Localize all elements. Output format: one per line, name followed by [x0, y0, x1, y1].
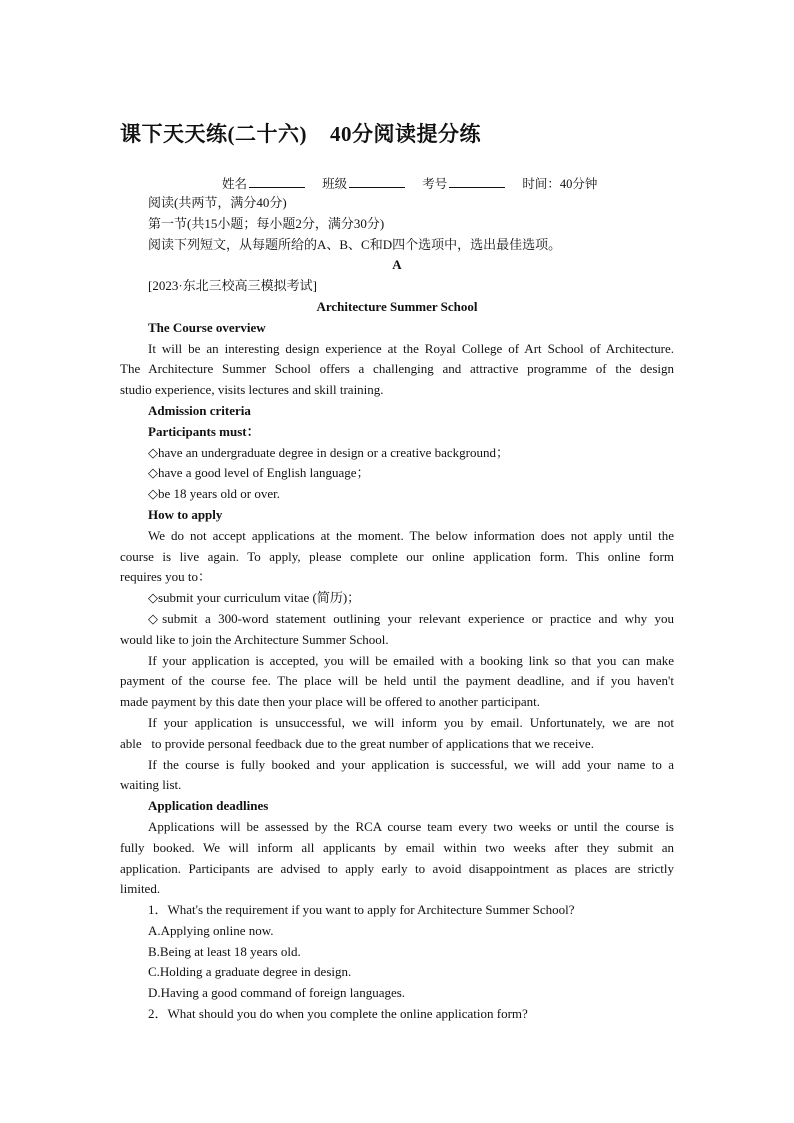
- name-label: 姓名: [222, 177, 248, 191]
- unsuccessful-line-2: able to provide personal feedback due to the great number of applications that we receive.: [120, 735, 594, 751]
- apply-line-3: requires you to：: [120, 569, 211, 585]
- number-blank: [449, 175, 505, 188]
- criteria-item: ◇have a good level of English language；: [148, 465, 370, 481]
- accepted-line-1: If your application is accepted, you will be emailed with a booking link so that you can make: [148, 652, 674, 668]
- passage-title: Architecture Summer School: [316, 298, 478, 314]
- apply-line-2: course is live again. To apply, please complete our online application form. This online form: [120, 548, 674, 564]
- intro-line-2: 第一节(共15小题；每小题2分，满分30分): [148, 215, 385, 231]
- intro-line-1: 阅读(共两节，满分40分): [148, 195, 287, 210]
- participants-heading: Participants must：: [148, 423, 260, 439]
- admission-heading: Admission criteria: [148, 402, 251, 418]
- question-1-option-a: A.Applying online now.: [148, 922, 274, 938]
- question-1-option-c: C.Holding a graduate degree in design.: [148, 964, 352, 980]
- overview-line-2: The Architecture Summer School offers a challenging and attractive programme of the design: [120, 361, 674, 377]
- class-label: 班级: [322, 177, 348, 191]
- student-info-line: [222, 174, 599, 192]
- overview-line-3: studio experience, visits lectures and skill training.: [120, 382, 384, 398]
- question-2-stem: 2．What should you do when you complete the online application form?: [148, 1006, 528, 1022]
- section-letter: A: [392, 257, 402, 273]
- booked-line-2: waiting list.: [120, 777, 182, 793]
- deadlines-line-1: Applications will be assessed by the RCA course team every two weeks or until the course is: [148, 818, 674, 834]
- accepted-line-3: made payment by this date then your place will be offered to another participant.: [120, 694, 540, 710]
- question-1-option-b: B.Being at least 18 years old.: [148, 943, 301, 959]
- source-note: [2023·东北三校高三模拟考试]: [148, 278, 317, 294]
- question-1-stem: 1．What's the requirement if you want to apply for Architecture Summer School?: [148, 902, 575, 918]
- overview-line-1: It will be an interesting design experience at the Royal College of Art School of Architecture.: [148, 340, 674, 356]
- name-blank: [249, 175, 305, 188]
- deadlines-heading: Application deadlines: [148, 798, 269, 814]
- unsuccessful-line-1: If your application is unsuccessful, we will inform you by email. Unfortunately, we are not: [148, 714, 674, 730]
- apply-line-1: We do not accept applications at the moment. The below information does not apply until the: [148, 527, 674, 543]
- deadlines-line-3: application. Participants are advised to apply early to avoid disappointment as places are strictly: [120, 860, 674, 876]
- accepted-line-2: payment of the course fee. The place will be held until the payment deadline, and if you haven't: [120, 673, 674, 689]
- number-label: 考号: [422, 177, 448, 191]
- time-label: 时间：40分钟: [522, 177, 598, 191]
- document-body: [120, 193, 674, 1025]
- intro-line-3: 阅读下列短文，从每题所给的A、B、C和D四个选项中，选出最佳选项。: [148, 236, 562, 252]
- criteria-item: ◇be 18 years old or over.: [148, 486, 281, 502]
- deadlines-line-4: limited.: [120, 881, 161, 897]
- criteria-item: ◇have an undergraduate degree in design or a creative background；: [148, 444, 509, 460]
- class-blank: [349, 175, 405, 188]
- submit-item-2-line-1: ◇submit a 300-word statement outlining your relevant experience or practice and why you: [148, 610, 674, 626]
- submit-item-2-line-2: would like to join the Architecture Summer School.: [120, 631, 389, 647]
- deadlines-line-2: fully booked. We will inform all applicants by email within two weeks after they submit an: [120, 839, 674, 855]
- overview-heading: The Course overview: [148, 319, 266, 335]
- booked-line-1: If the course is fully booked and your application is successful, we will add your name to a: [148, 756, 674, 772]
- question-1-option-d: D.Having a good command of foreign languages.: [148, 985, 406, 1001]
- apply-heading: How to apply: [148, 506, 223, 522]
- page-title: 课下天天练(二十六) 40分阅读提分练: [120, 122, 481, 146]
- submit-item-1: ◇submit your curriculum vitae (简历)；: [148, 590, 361, 606]
